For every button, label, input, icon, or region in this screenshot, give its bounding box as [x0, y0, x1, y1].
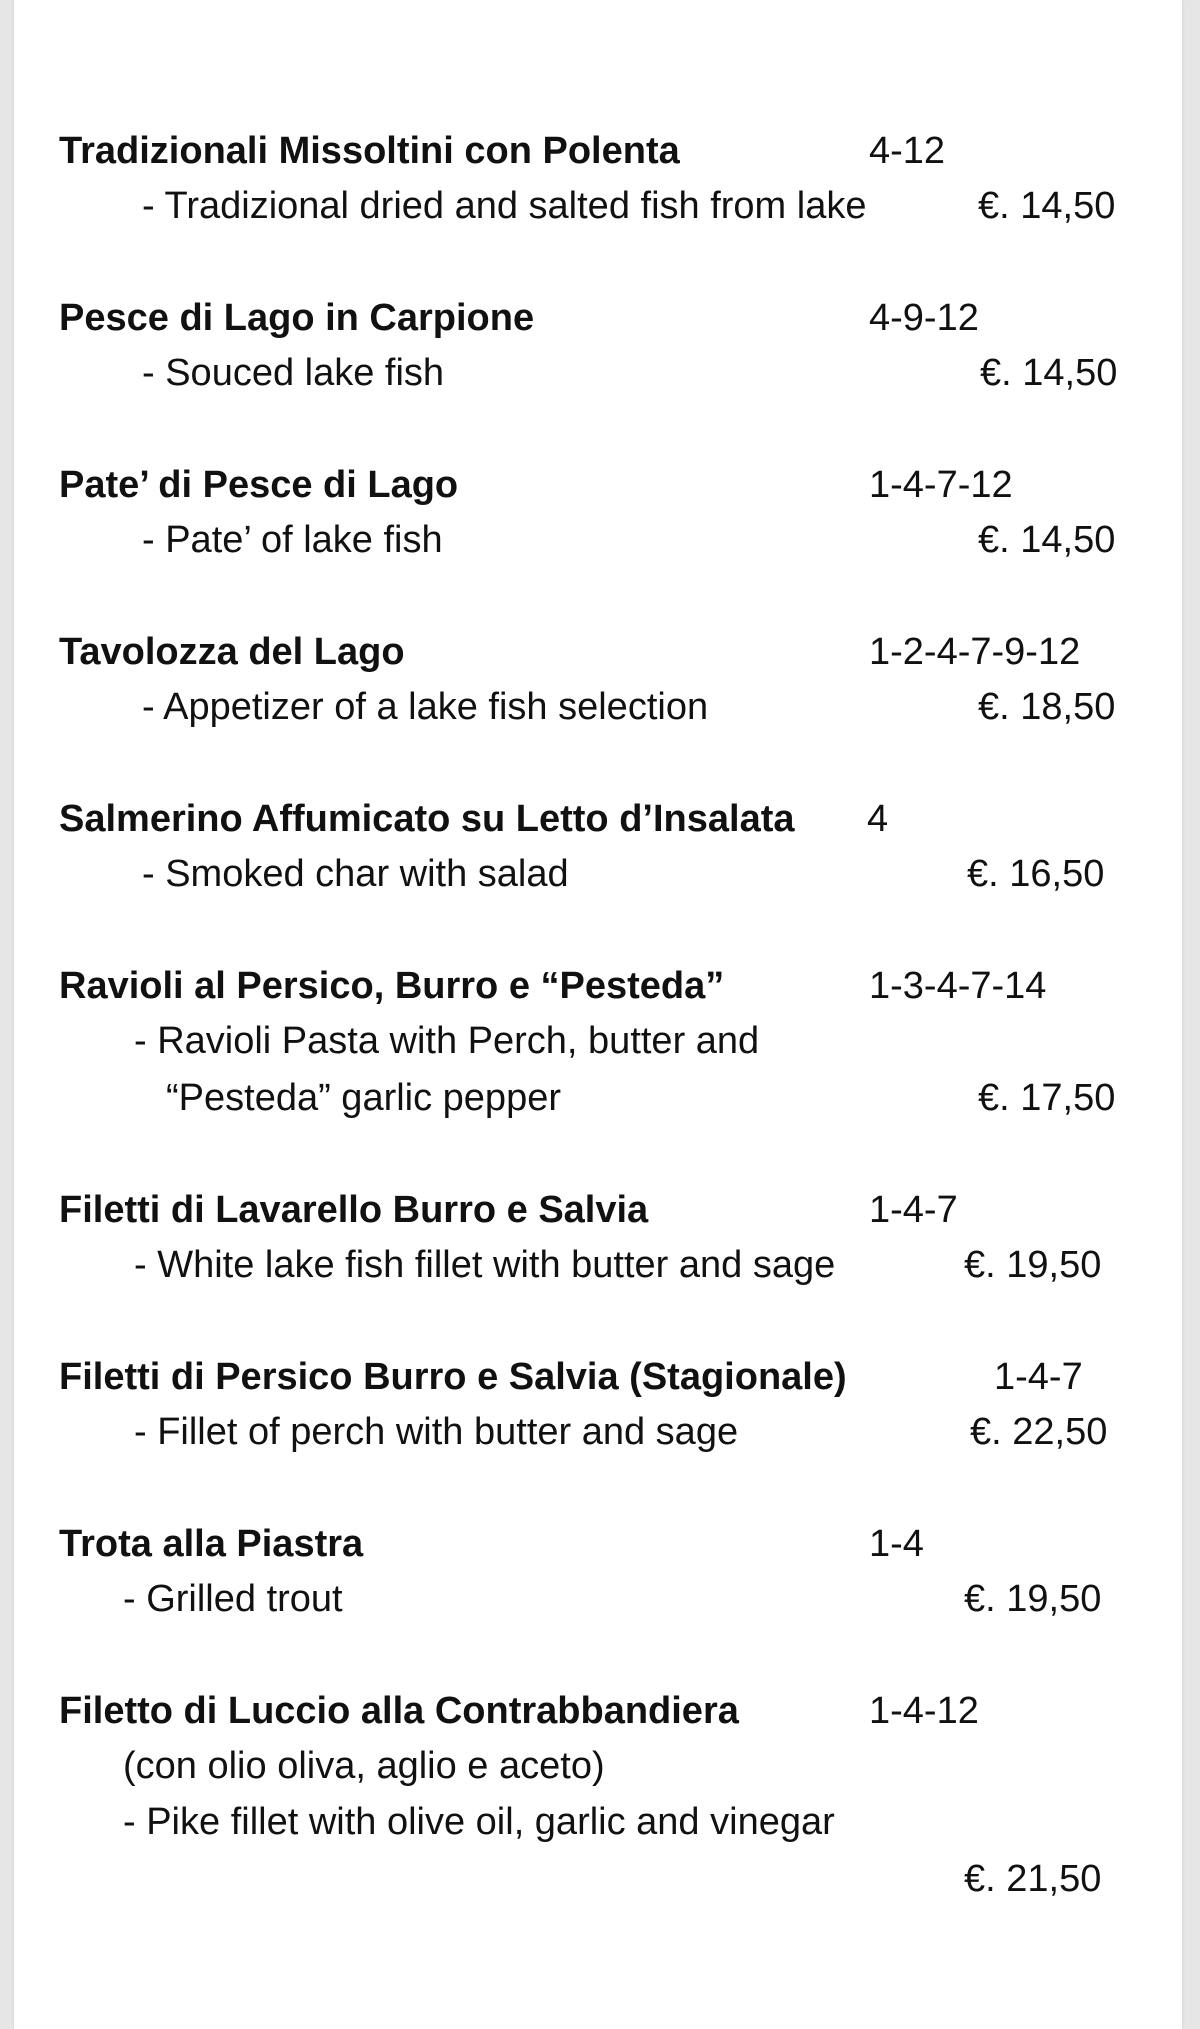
dish-title: Tavolozza del Lago — [59, 631, 405, 673]
dish-price: €. 18,50 — [978, 686, 1116, 728]
dish-description: - Pate’ of lake fish — [142, 519, 443, 561]
dish-title: Salmerino Affumicato su Letto d’Insalata — [59, 798, 795, 840]
dish-description: - Fillet of perch with butter and sage — [134, 1411, 739, 1453]
dish-price: €. 14,50 — [978, 185, 1116, 227]
dish-note: (con olio oliva, aglio e aceto) — [123, 1745, 605, 1787]
allergen-codes: 1-3-4-7-14 — [869, 965, 1047, 1007]
dish-title: Filetti di Persico Burro e Salvia (Stagionale) — [59, 1356, 847, 1398]
dish-description-line2: “Pesteda” garlic pepper — [166, 1077, 561, 1119]
dish-title: Ravioli al Persico, Burro e “Pesteda” — [59, 965, 725, 1007]
allergen-codes: 1-2-4-7-9-12 — [869, 631, 1081, 673]
dish-description: - White lake fish fillet with butter and sage — [134, 1244, 836, 1286]
dish-title: Trota alla Piastra — [59, 1523, 364, 1565]
allergen-codes: 1-4-7-12 — [869, 464, 1013, 506]
allergen-codes: 4-12 — [869, 130, 946, 172]
dish-title: Pesce di Lago in Carpione — [59, 297, 535, 339]
dish-description: - Appetizer of a lake fish selection — [142, 686, 709, 728]
allergen-codes: 1-4 — [869, 1523, 924, 1565]
dish-price: €. 14,50 — [980, 352, 1118, 394]
dish-price: €. 21,50 — [964, 1858, 1102, 1900]
menu-page — [14, 0, 1182, 2029]
dish-price: €. 19,50 — [964, 1578, 1102, 1620]
allergen-codes: 4-9-12 — [869, 297, 979, 339]
allergen-codes: 1-4-12 — [869, 1690, 979, 1732]
dish-description: - Grilled trout — [123, 1578, 343, 1620]
dish-price: €. 19,50 — [964, 1244, 1102, 1286]
allergen-codes: 4 — [867, 798, 889, 840]
dish-price: €. 22,50 — [970, 1411, 1108, 1453]
dish-description: - Souced lake fish — [142, 352, 445, 394]
allergen-codes: 1-4-7 — [869, 1189, 958, 1231]
dish-title: Filetti di Lavarello Burro e Salvia — [59, 1189, 649, 1231]
dish-price: €. 16,50 — [967, 853, 1105, 895]
allergen-codes: 1-4-7 — [994, 1356, 1083, 1398]
dish-price: €. 14,50 — [978, 519, 1116, 561]
dish-description: - Tradizional dried and salted fish from lake — [142, 185, 867, 227]
dish-title: Filetto di Luccio alla Contrabbandiera — [59, 1690, 739, 1732]
dish-description: - Ravioli Pasta with Perch, butter and — [134, 1020, 760, 1062]
dish-description: - Smoked char with salad — [142, 853, 569, 895]
dish-title: Tradizionali Missoltini con Polenta — [59, 130, 680, 172]
dish-title: Pate’ di Pesce di Lago — [59, 464, 459, 506]
dish-price: €. 17,50 — [978, 1077, 1116, 1119]
dish-description: - Pike fillet with olive oil, garlic and vinegar — [123, 1801, 835, 1843]
